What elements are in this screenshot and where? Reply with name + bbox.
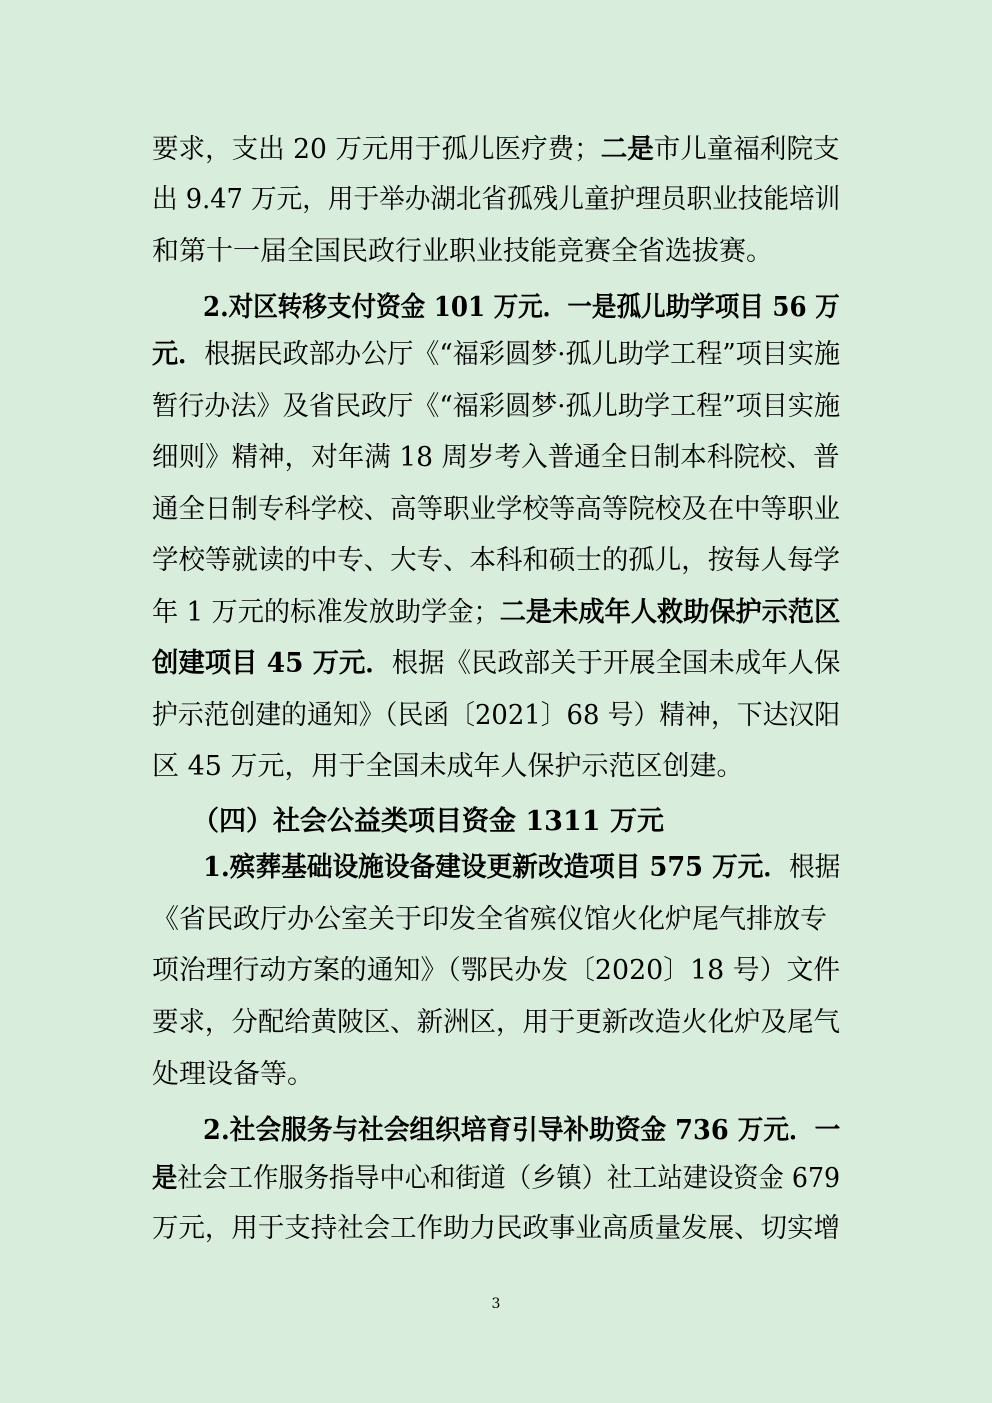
text-line [152,1006,840,1040]
text-line [152,699,840,733]
bold-text-run: 1.殡葬基础设施设备建设更新改造项目 575 万元． [203,852,790,883]
text-run: 暂行办法》及省民政厅《“福彩圆梦·孤儿助学工程”项目实施 [152,391,841,422]
text-line [203,1114,840,1148]
bold-text-run: （四）社会公益类项目资金 1311 万元 [192,806,664,837]
text-line [152,750,744,784]
text-line [152,493,840,527]
text-run: 项治理行动方案的通知》（鄂民办发〔2020〕18 号）文件 [152,955,841,986]
text-run: 细则》精神，对年满 18 周岁考入普通全日制本科院校、普 [152,442,840,473]
text-run: 要求，支出 20 万元用于孤儿医疗费； [152,134,601,165]
text-line [152,338,840,372]
text-run: 要求，分配给黄陂区、新洲区，用于更新改造火化炉及尾气 [152,1007,840,1038]
bold-text-run: 二是 [600,134,654,165]
text-run: 处理设备等。 [152,1059,314,1090]
text-run: 出 9.47 万元，用于举办湖北省孤残儿童护理员职业技能培训 [152,184,841,215]
text-line [203,291,840,325]
text-run: 学校等就读的中专、大专、本科和硕士的孤儿，按每人每学 [152,545,840,576]
text-run: 万元，用于支持社会工作助力民政事业高质量发展、切实增 [152,1213,840,1244]
text-run: 根据《民政部关于开展全国未成年人保 [391,648,841,679]
text-run: 年 1 万元的标准发放助学金； [152,597,500,628]
text-run: 根据 [789,852,841,883]
text-line [152,903,827,937]
bold-text-run: 元． [152,339,205,370]
text-run: 通全日制专科学校、高等职业学校等高等院校及在中等职业 [152,494,840,525]
text-line [152,954,840,988]
text-line [152,1162,840,1196]
text-run: 社会工作服务指导中心和街道（乡镇）社工站建设资金 679 [177,1163,841,1194]
text-run: 护示范创建的通知》（民函〔2021〕68 号）精神，下达汉阳 [152,700,841,731]
text-line [152,544,840,578]
text-line [152,647,840,681]
bold-text-run: 2.对区转移支付资金 101 万元．一是孤儿助学项目 56 万 [203,292,840,323]
text-line [152,133,840,167]
text-line [152,390,840,424]
page-number: 3 [491,1296,501,1312]
text-run: 根据民政部办公厅《“福彩圆梦·孤儿助学工程”项目实施 [204,339,841,370]
bold-text-run: 创建项目 45 万元． [152,648,392,679]
text-line [152,596,840,630]
text-run: 区 45 万元，用于全国未成年人保护示范区创建。 [152,751,744,782]
bold-text-run: 2.社会服务与社会组织培育引导补助资金 736 万元．一 [203,1115,841,1146]
bold-text-run: 二是未成年人救助保护示范区 [499,597,841,628]
bold-text-run: 是 [152,1163,178,1194]
text-line [152,441,840,475]
text-run: 市儿童福利院支 [653,134,840,165]
text-run: 和第十一届全国民政行业职业技能竞赛全省选拔赛。 [152,236,773,267]
section-heading [192,805,664,839]
text-line [152,1058,314,1092]
text-line [152,183,840,217]
text-line [152,1212,840,1246]
text-line [152,235,773,269]
text-run: 《省民政厅办公室关于印发全省殡仪馆火化炉尾气排放专 [152,904,827,935]
text-line [203,851,840,885]
